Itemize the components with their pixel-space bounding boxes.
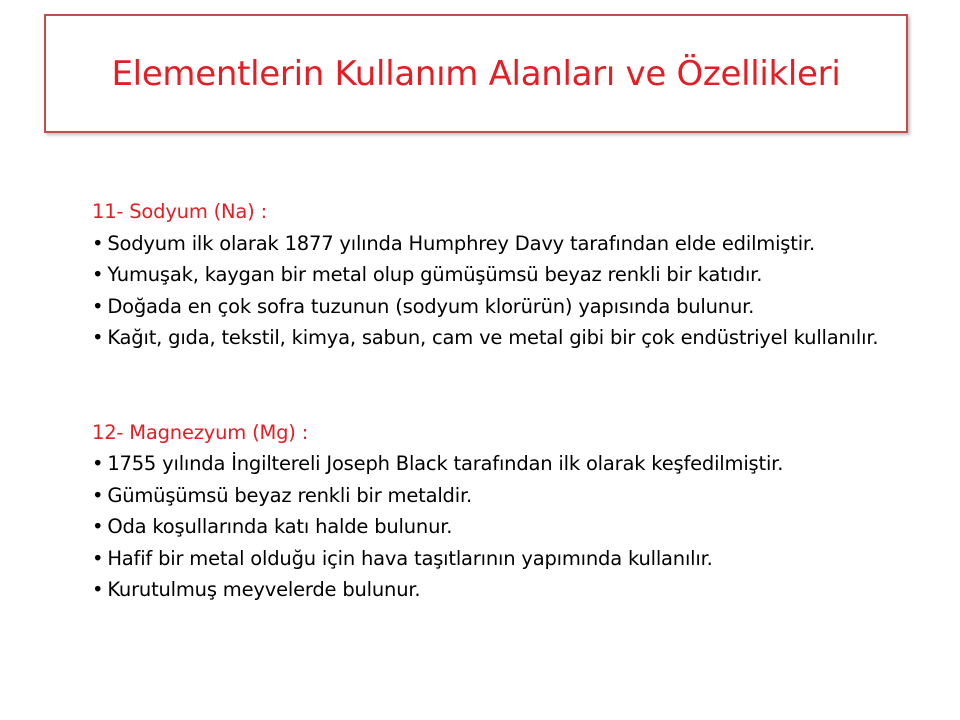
bullet-text: Yumuşak, kaygan bir metal olup gümüşümsü beyaz renkli bir katıdır. <box>107 263 763 286</box>
bullet-text: 1755 yılında İngiltereli Joseph Black tarafından ilk olarak keşfedilmiştir. <box>107 452 784 475</box>
bullet-item <box>92 543 892 575</box>
bullet-icon: • <box>92 294 104 318</box>
bullet-text: Sodyum ilk olarak 1877 yılında Humphrey Davy tarafından elde edilmiştir. <box>107 231 815 255</box>
bullet-icon: • <box>92 483 104 507</box>
bullet-item <box>92 480 892 512</box>
section-sodium <box>92 196 892 354</box>
bullet-text: Kağıt, gıda, tekstil, kimya, sabun, cam ve metal gibi bir çok endüstriyel kullanılır. <box>107 326 879 349</box>
section-magnesium <box>92 417 892 606</box>
bullet-text: Oda koşullarında katı halde bulunur. <box>107 515 453 538</box>
bullet-icon: • <box>92 515 104 538</box>
bullet-item <box>92 448 892 480</box>
bullet-item <box>92 259 892 291</box>
bullet-icon: • <box>92 578 104 601</box>
bullet-item <box>92 322 892 354</box>
bullet-icon: • <box>92 452 104 475</box>
bullet-item <box>92 511 892 543</box>
bullet-item <box>92 291 892 323</box>
bullet-icon: • <box>92 231 104 255</box>
bullet-item <box>92 228 892 260</box>
bullet-text: Kurutulmuş meyvelerde bulunur. <box>107 578 421 601</box>
section-heading: 11- Sodyum (Na) : <box>92 200 267 223</box>
bullet-text: Gümüşümsü beyaz renkli bir metaldir. <box>107 483 472 507</box>
bullet-text: Doğada en çok sofra tuzunun (sodyum klorürün) yapısında bulunur. <box>107 294 755 318</box>
bullet-item <box>92 574 892 606</box>
bullet-icon: • <box>92 546 104 570</box>
slide-title: Elementlerin Kullanım Alanları ve Özellikleri <box>111 53 841 94</box>
bullet-icon: • <box>92 326 104 349</box>
section-heading: 12- Magnezyum (Mg) : <box>92 420 309 444</box>
bullet-icon: • <box>92 263 104 286</box>
bullet-text: Hafif bir metal olduğu için hava taşıtlarının yapımında kullanılır. <box>107 546 713 570</box>
title-box <box>44 14 908 133</box>
slide-content <box>92 196 892 606</box>
